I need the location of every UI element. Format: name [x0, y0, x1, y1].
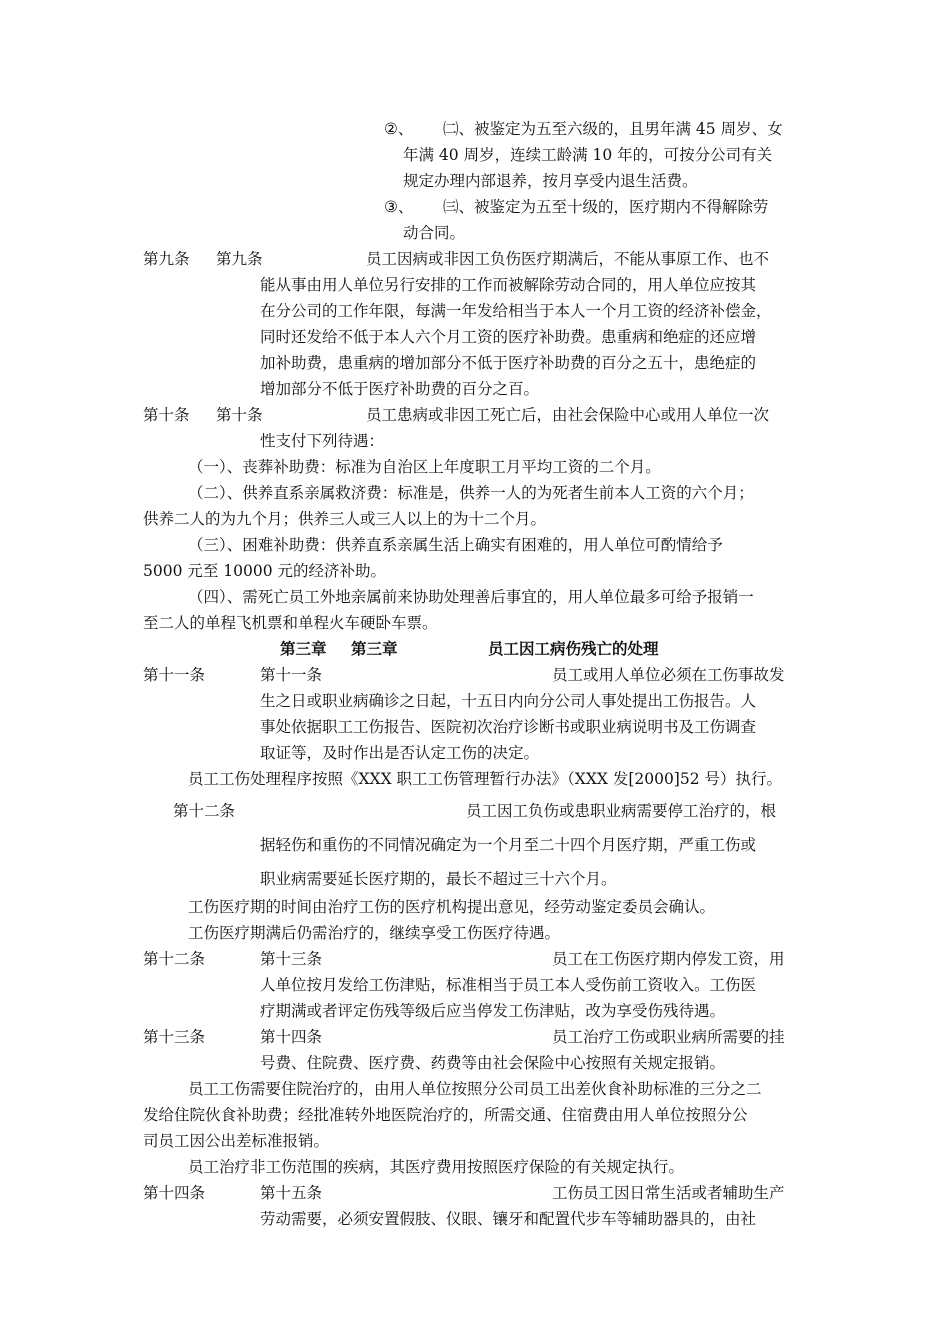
item-2-line-1: ㈡、被鉴定为五至六级的，且男年满 45 周岁、女	[443, 120, 783, 138]
item-number-2: ②、	[384, 120, 414, 138]
article-11-line-4: 取证等，及时作出是否认定工伤的决定。	[260, 744, 540, 762]
article-9-line-3: 在分公司的工作年限，每满一年发给相当于本人一个月工资的经济补偿金，	[260, 302, 772, 320]
article-10-label: 第十条	[143, 406, 190, 424]
article-9-label-duplicate: 第九条	[216, 250, 263, 268]
article-10-para-4-line-1: （四）、需死亡员工外地亲属前来协助处理善后事宜的，用人单位最多可给予报销一	[188, 588, 754, 606]
article-10-para-2-line-1: （二）、供养直系亲属救济费：标准是，供养一人的为死者生前本人工资的六个月；	[188, 484, 754, 502]
article-10-para-2-line-2: 供养二人的为九个月；供养三人或三人以上的为十二个月。	[143, 510, 547, 528]
article-11-line-3: 事处依据职工工伤报告、医院初次治疗诊断书或职业病说明书及工伤调查	[260, 718, 757, 736]
article-10-line-1: 员工患病或非因工死亡后，由社会保险中心或用人单位一次	[366, 406, 770, 424]
article-9-label: 第九条	[143, 250, 190, 268]
article-13-line-1: 员工在工伤医疗期内停发工资，用	[552, 950, 785, 968]
article-15-line-1: 工伤员工因日常生活或者辅助生产	[552, 1184, 785, 1202]
article-12-para-2: 工伤医疗期满后仍需治疗的，继续享受工伤医疗待遇。	[188, 924, 561, 942]
article-14-line-2: 号费、住院费、医疗费、药费等由社会保险中心按照有关规定报销。	[260, 1054, 726, 1072]
article-13-line-3: 疗期满或者评定伤残等级后应当停发工伤津贴，改为享受伤残待遇。	[260, 1002, 726, 1020]
article-13-line-2: 人单位按月发给工伤津贴，标准相当于员工本人受伤前工资收入。工伤医	[260, 976, 757, 994]
article-14-label-duplicate: 第十四条	[260, 1028, 323, 1046]
item-2-line-3: 规定办理内部退养，按月享受内退生活费。	[403, 172, 698, 190]
article-12-line-2: 据轻伤和重伤的不同情况确定为一个月至二十四个月医疗期，严重工伤或	[260, 836, 757, 854]
article-9-line-5: 加补助费，患重病的增加部分不低于医疗补助费的百分之五十，患绝症的	[260, 354, 757, 372]
item-3-line-2: 动合同。	[403, 224, 466, 242]
chapter-3-label: 第三章	[280, 639, 327, 658]
item-2-line-2: 年满 40 周岁，连续工龄满 10 年的，可按分公司有关	[403, 146, 773, 164]
article-13-label: 第十二条	[143, 950, 206, 968]
article-11-line-1: 员工或用人单位必须在工伤事故发	[552, 666, 785, 684]
article-11-label: 第十一条	[143, 666, 206, 684]
article-12-line-3: 职业病需要延长医疗期的，最长不超过三十六个月。	[260, 870, 617, 888]
article-10-para-3-line-1: （三）、困难补助费：供养直系亲属生活上确实有困难的，用人单位可酌情给予	[188, 536, 723, 554]
article-14-para-1-line-3: 司员工因公出差标准报销。	[143, 1132, 330, 1150]
article-10-para-4-line-2: 至二人的单程飞机票和单程火车硬卧车票。	[143, 614, 438, 632]
article-14-para-2: 员工治疗非工伤范围的疾病，其医疗费用按照医疗保险的有关规定执行。	[188, 1158, 685, 1176]
article-11-para-1: 员工工伤处理程序按照《XXX 职工工伤管理暂行办法》（XXX 发[2000]52 号）执行。	[188, 770, 783, 788]
article-12-label: 第十二条	[173, 802, 236, 820]
article-9-line-1: 员工因病或非因工负伤医疗期满后，不能从事原工作、也不	[366, 250, 770, 268]
article-14-label: 第十三条	[143, 1028, 206, 1046]
article-14-para-1-line-1: 员工工伤需要住院治疗的，由用人单位按照分公司员工出差伙食补助标准的三分之二	[188, 1080, 762, 1098]
article-12-para-1: 工伤医疗期的时间由治疗工伤的医疗机构提出意见，经劳动鉴定委员会确认。	[188, 898, 716, 916]
item-3-line-1: ㈢、被鉴定为五至十级的，医疗期内不得解除劳	[443, 198, 769, 216]
article-15-line-2: 劳动需要，必须安置假肢、仪眼、镶牙和配置代步车等辅助器具的，由社	[260, 1210, 757, 1228]
chapter-3-label-duplicate: 第三章	[351, 639, 398, 658]
article-10-para-1: （一）、丧葬补助费：标准为自治区上年度职工月平均工资的二个月。	[188, 458, 661, 476]
article-9-line-6: 增加部分不低于医疗补助费的百分之百。	[260, 380, 540, 398]
article-12-line-1: 员工因工负伤或患职业病需要停工治疗的，根	[466, 802, 777, 820]
article-10-para-3-line-2: 5000 元至 10000 元的经济补助。	[143, 562, 387, 580]
article-11-line-2: 生之日或职业病确诊之日起，十五日内向分公司人事处提出工伤报告。人	[260, 692, 757, 710]
article-9-line-2: 能从事由用人单位另行安排的工作而被解除劳动合同的，用人单位应按其	[260, 276, 757, 294]
article-10-label-duplicate: 第十条	[216, 406, 263, 424]
item-number-3: ③、	[384, 198, 414, 216]
article-15-label-duplicate: 第十五条	[260, 1184, 323, 1202]
chapter-3-title: 员工因工病伤残亡的处理	[488, 639, 659, 658]
article-11-label-duplicate: 第十一条	[260, 666, 323, 684]
article-14-line-1: 员工治疗工伤或职业病所需要的挂	[552, 1028, 785, 1046]
article-15-label: 第十四条	[143, 1184, 206, 1202]
article-14-para-1-line-2: 发给住院伙食补助费；经批准转外地医院治疗的，所需交通、住宿费由用人单位按照分公	[143, 1106, 748, 1124]
article-9-line-4: 同时还发给不低于本人六个月工资的医疗补助费。患重病和绝症的还应增	[260, 328, 757, 346]
article-13-label-duplicate: 第十三条	[260, 950, 323, 968]
article-10-line-2: 性支付下列待遇：	[260, 432, 385, 450]
